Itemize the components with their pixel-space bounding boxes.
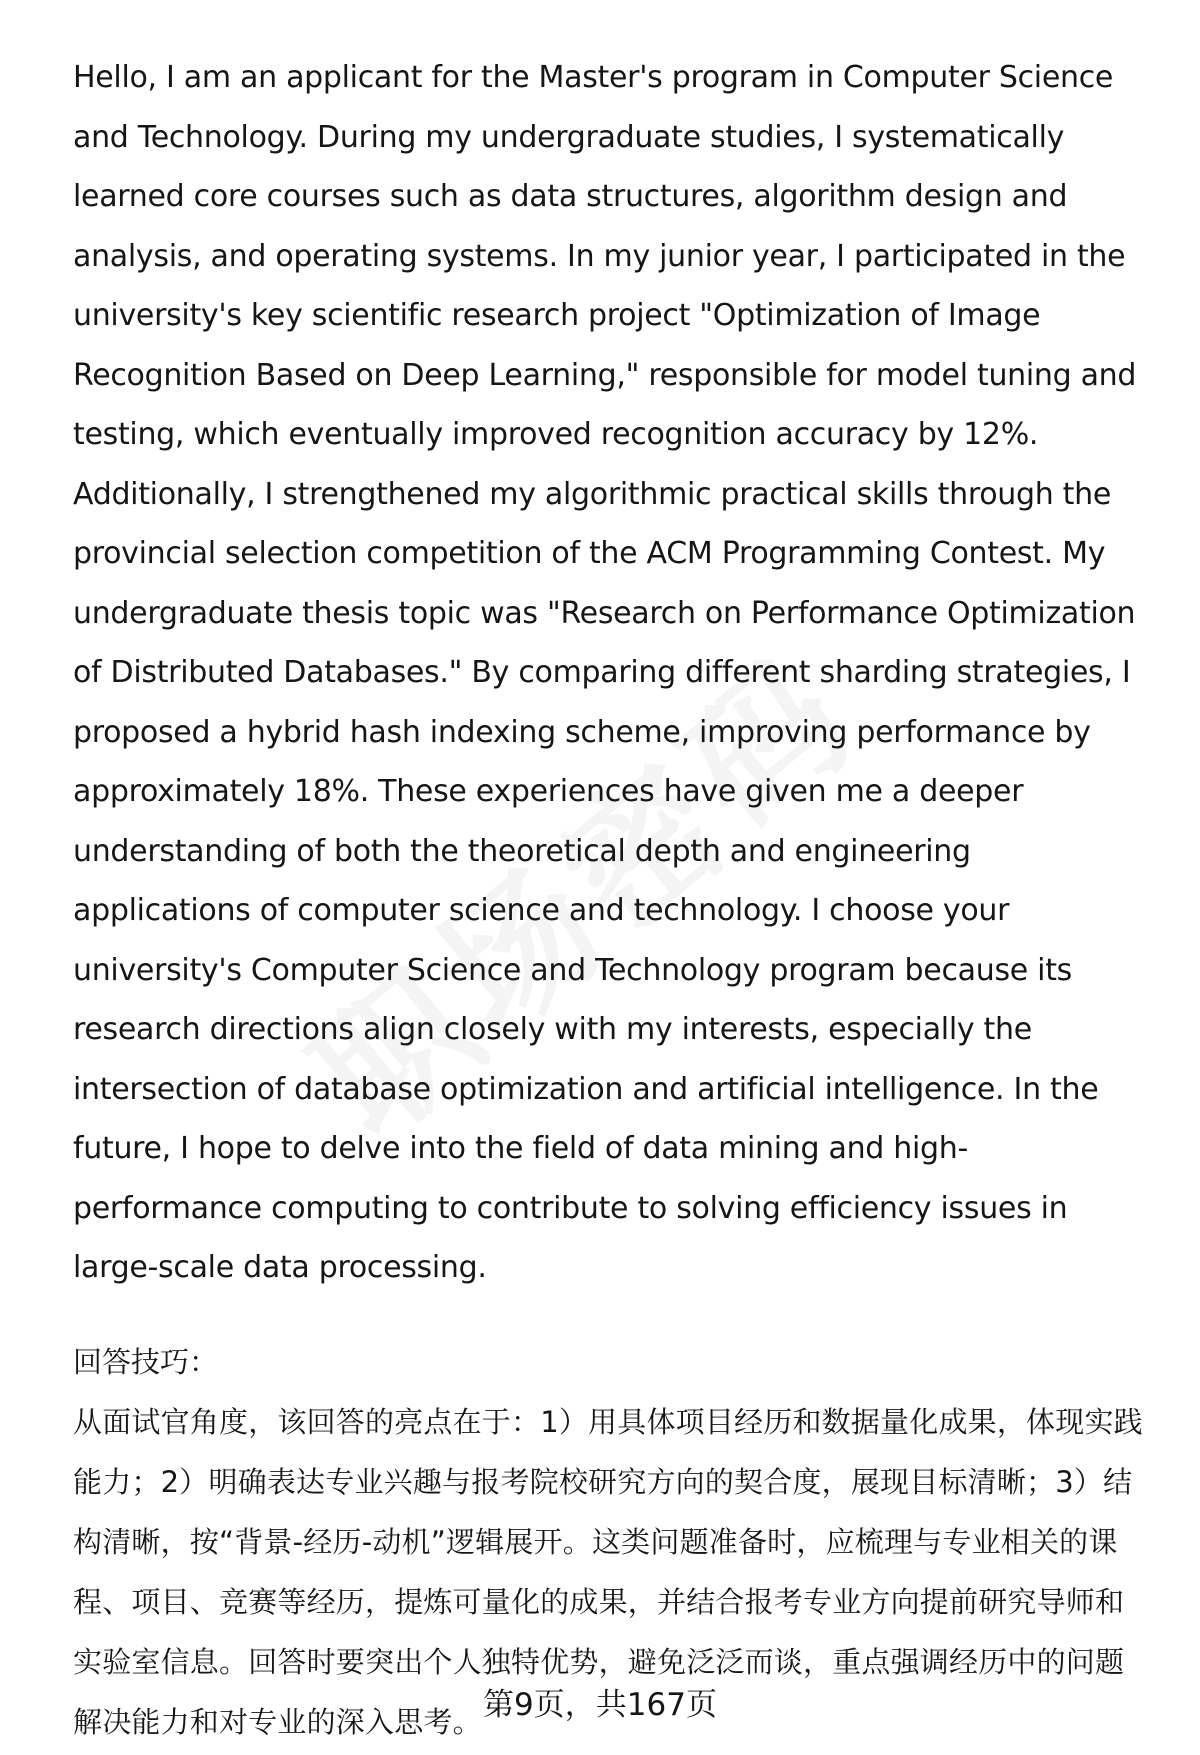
tips-paragraph: 从面试官角度，该回答的亮点在于：1）用具体项目经历和数据量化成果，体现实践能力；2）明确表达专业兴趣与报考院校研究方向的契合度，展现目标清晰；3）结构清晰，按“背景-经历-动机”逻辑展开。这类问题准备时，应梳理与专业相关的课程、项目、竞赛等经历，提炼可量化的成果，并结合报考专业方向提前研究导师和实验室信息。回答时要突出个人独特优势，避免泛泛而谈，重点强调经历中的问题解决能力和对专业的深入思考。 xyxy=(73,1404,1143,1739)
page-number-footer: 第9页，共167页 xyxy=(483,1687,717,1723)
answer-paragraph: Hello, I am an applicant for the Master's program in Computer Science and Technology. During my undergraduate studies, I systematically learned core courses such as data structures, algorithm design and analysis, and operating systems. In my junior year, I participated in the university's key scientific research project "Optimization of Image Recognition Based on Deep Learning," responsible for model tuning and testing, which eventually improved recognition accuracy by 12%. Additionally, I strengthened my algorithmic practical skills through the provincial selection competition of the ACM Programming Contest. My undergraduate thesis topic was "Research on Performance Optimization of Distributed Databases." By comparing different sharding strategies, I proposed a hybrid hash indexing scheme, improving performance by approximately 18%. These experiences have given me a deeper understanding of both the theoretical depth and engineering applications of computer science and technology. I choose your university's Computer Science and Technology program because its research directions align closely with my interests, especially the intersection of database optimization and artificial intelligence. In the future, I hope to delve into the field of data mining and high-performance computing to contribute to solving efficiency issues in large-scale data processing. xyxy=(73,60,1137,1285)
tips-heading: 回答技巧： xyxy=(73,1344,219,1379)
page-content xyxy=(73,48,1153,1752)
